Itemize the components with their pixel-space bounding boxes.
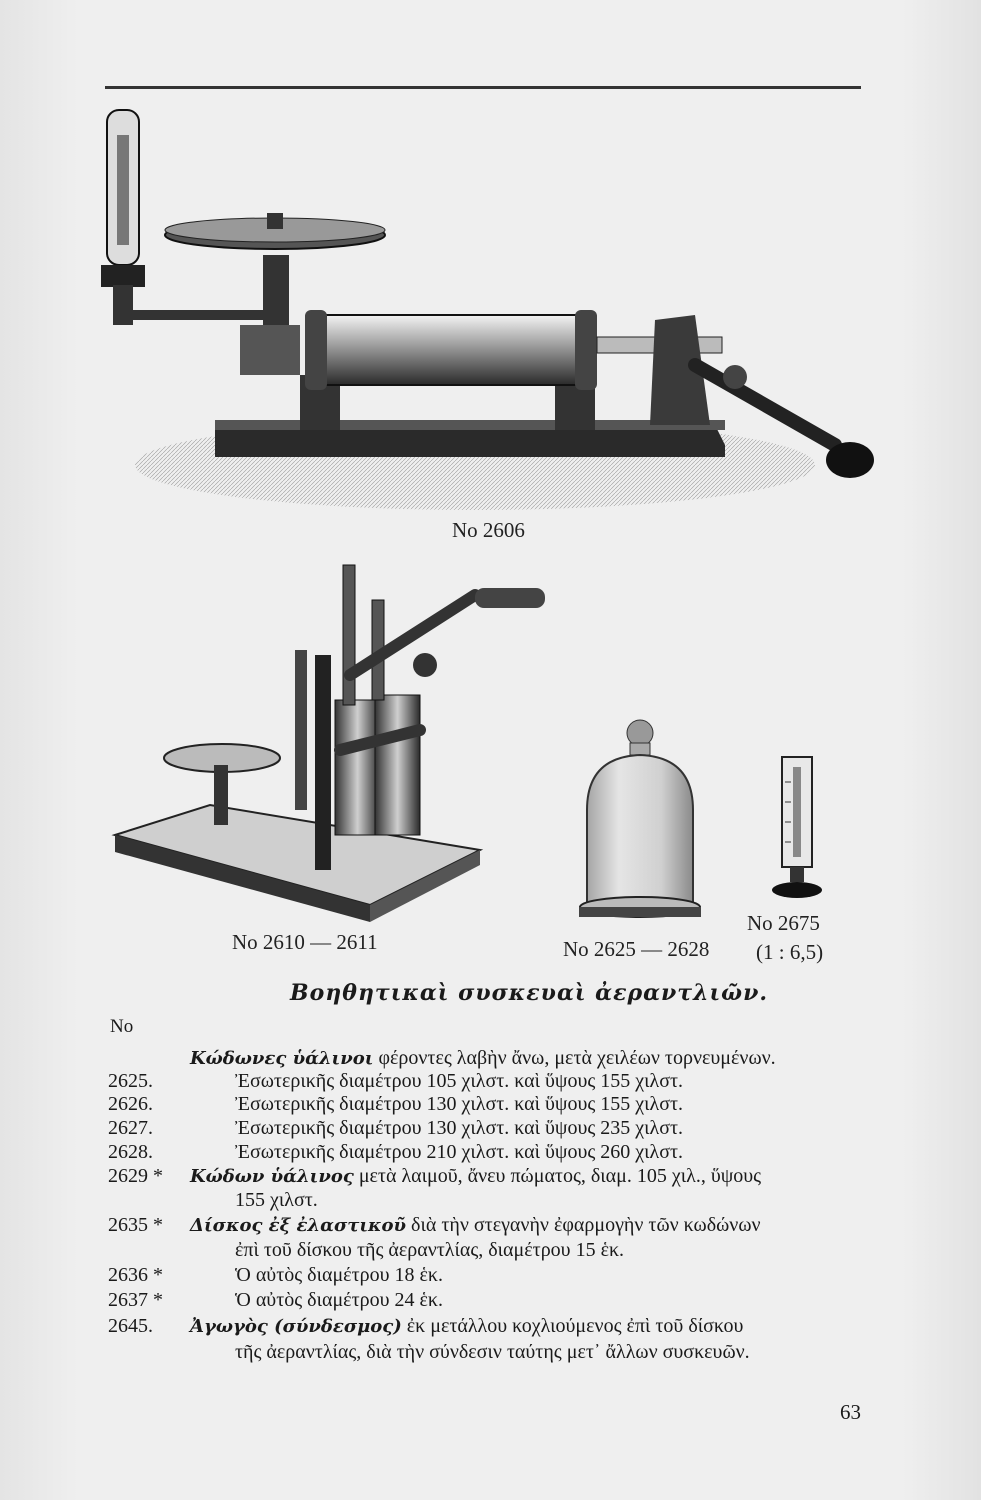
no-column-label: No <box>110 1016 134 1037</box>
section-heading: Βοηθητικαὶ συσκευαὶ ἀεραντλιῶν. <box>290 980 769 1006</box>
air-pump-horizontal-illustration <box>95 105 880 515</box>
caption-2610: No 2610 — 2611 <box>232 930 378 954</box>
caption-2606: No 2606 <box>452 518 525 542</box>
caption-2675-scale: (1 : 6,5) <box>756 940 824 964</box>
page-number: 63 <box>840 1400 861 1424</box>
manometer-illustration <box>765 752 830 902</box>
catalog-page: No 2606 No 2610 — 2611 No 2625 — 2628 No 2675 (1 : 6,5) Βοηθητικαὶ συσκευαὶ ἀεραντλιῶν. No Κώδωνες ὑάλινοι φέροντες λαβὴν ἄνω, μετὰ χειλέων τορνευμένων. 2625. Ἐσωτερικῆς διαμέτρου 105 χιλστ. καὶ ὕψους 155 χιλστ. 2626. Ἐσωτερικῆς διαμέτρου 130 χιλστ. καὶ ὕψους 155 χιλστ. 2627. Ἐσωτερικῆς διαμέτρου 130 χιλστ. καὶ ὕψους 235 χιλστ. 2628. Ἐσωτερικῆς διαμέτρου 210 χιλστ. καὶ ὕψους 260 χιλστ. 2629 * Κώδων ὑάλινος μετὰ λαιμοῦ, ἄνευ πώματος, διαμ. 105 χιλ., ὕψους 155 χιλστ. 2635 * Δίσκος ἐξ ἐλαστικοῦ διὰ τὴν στεγανὴν ἐφαρμογὴν τῶν κωδώνων ἐπὶ τοῦ δίσκου τῆς ἀεραντλίας, διαμέτρου 15 ἑκ. 2636 * Ὁ αὐτὸς διαμέτρου 18 ἑκ. 2637 * Ὁ αὐτὸς διαμέτρου 24 ἑκ. 2645. Ἀγωγὸς (σύνδεσμος) ἐκ μετάλλου κοχλιούμενος ἐπὶ τοῦ δίσκου τῆς ἀεραντλίας, διὰ τὴν σύνδεσιν ταύτης μετ᾽ ἄλλων συσκευῶν. 63 <box>0 0 981 1500</box>
top-rule <box>105 86 861 89</box>
caption-2675-no: No 2675 <box>747 911 820 935</box>
air-pump-vertical-illustration <box>110 560 560 925</box>
glass-bell-jar-illustration <box>575 715 710 930</box>
caption-2625: No 2625 — 2628 <box>563 937 710 961</box>
